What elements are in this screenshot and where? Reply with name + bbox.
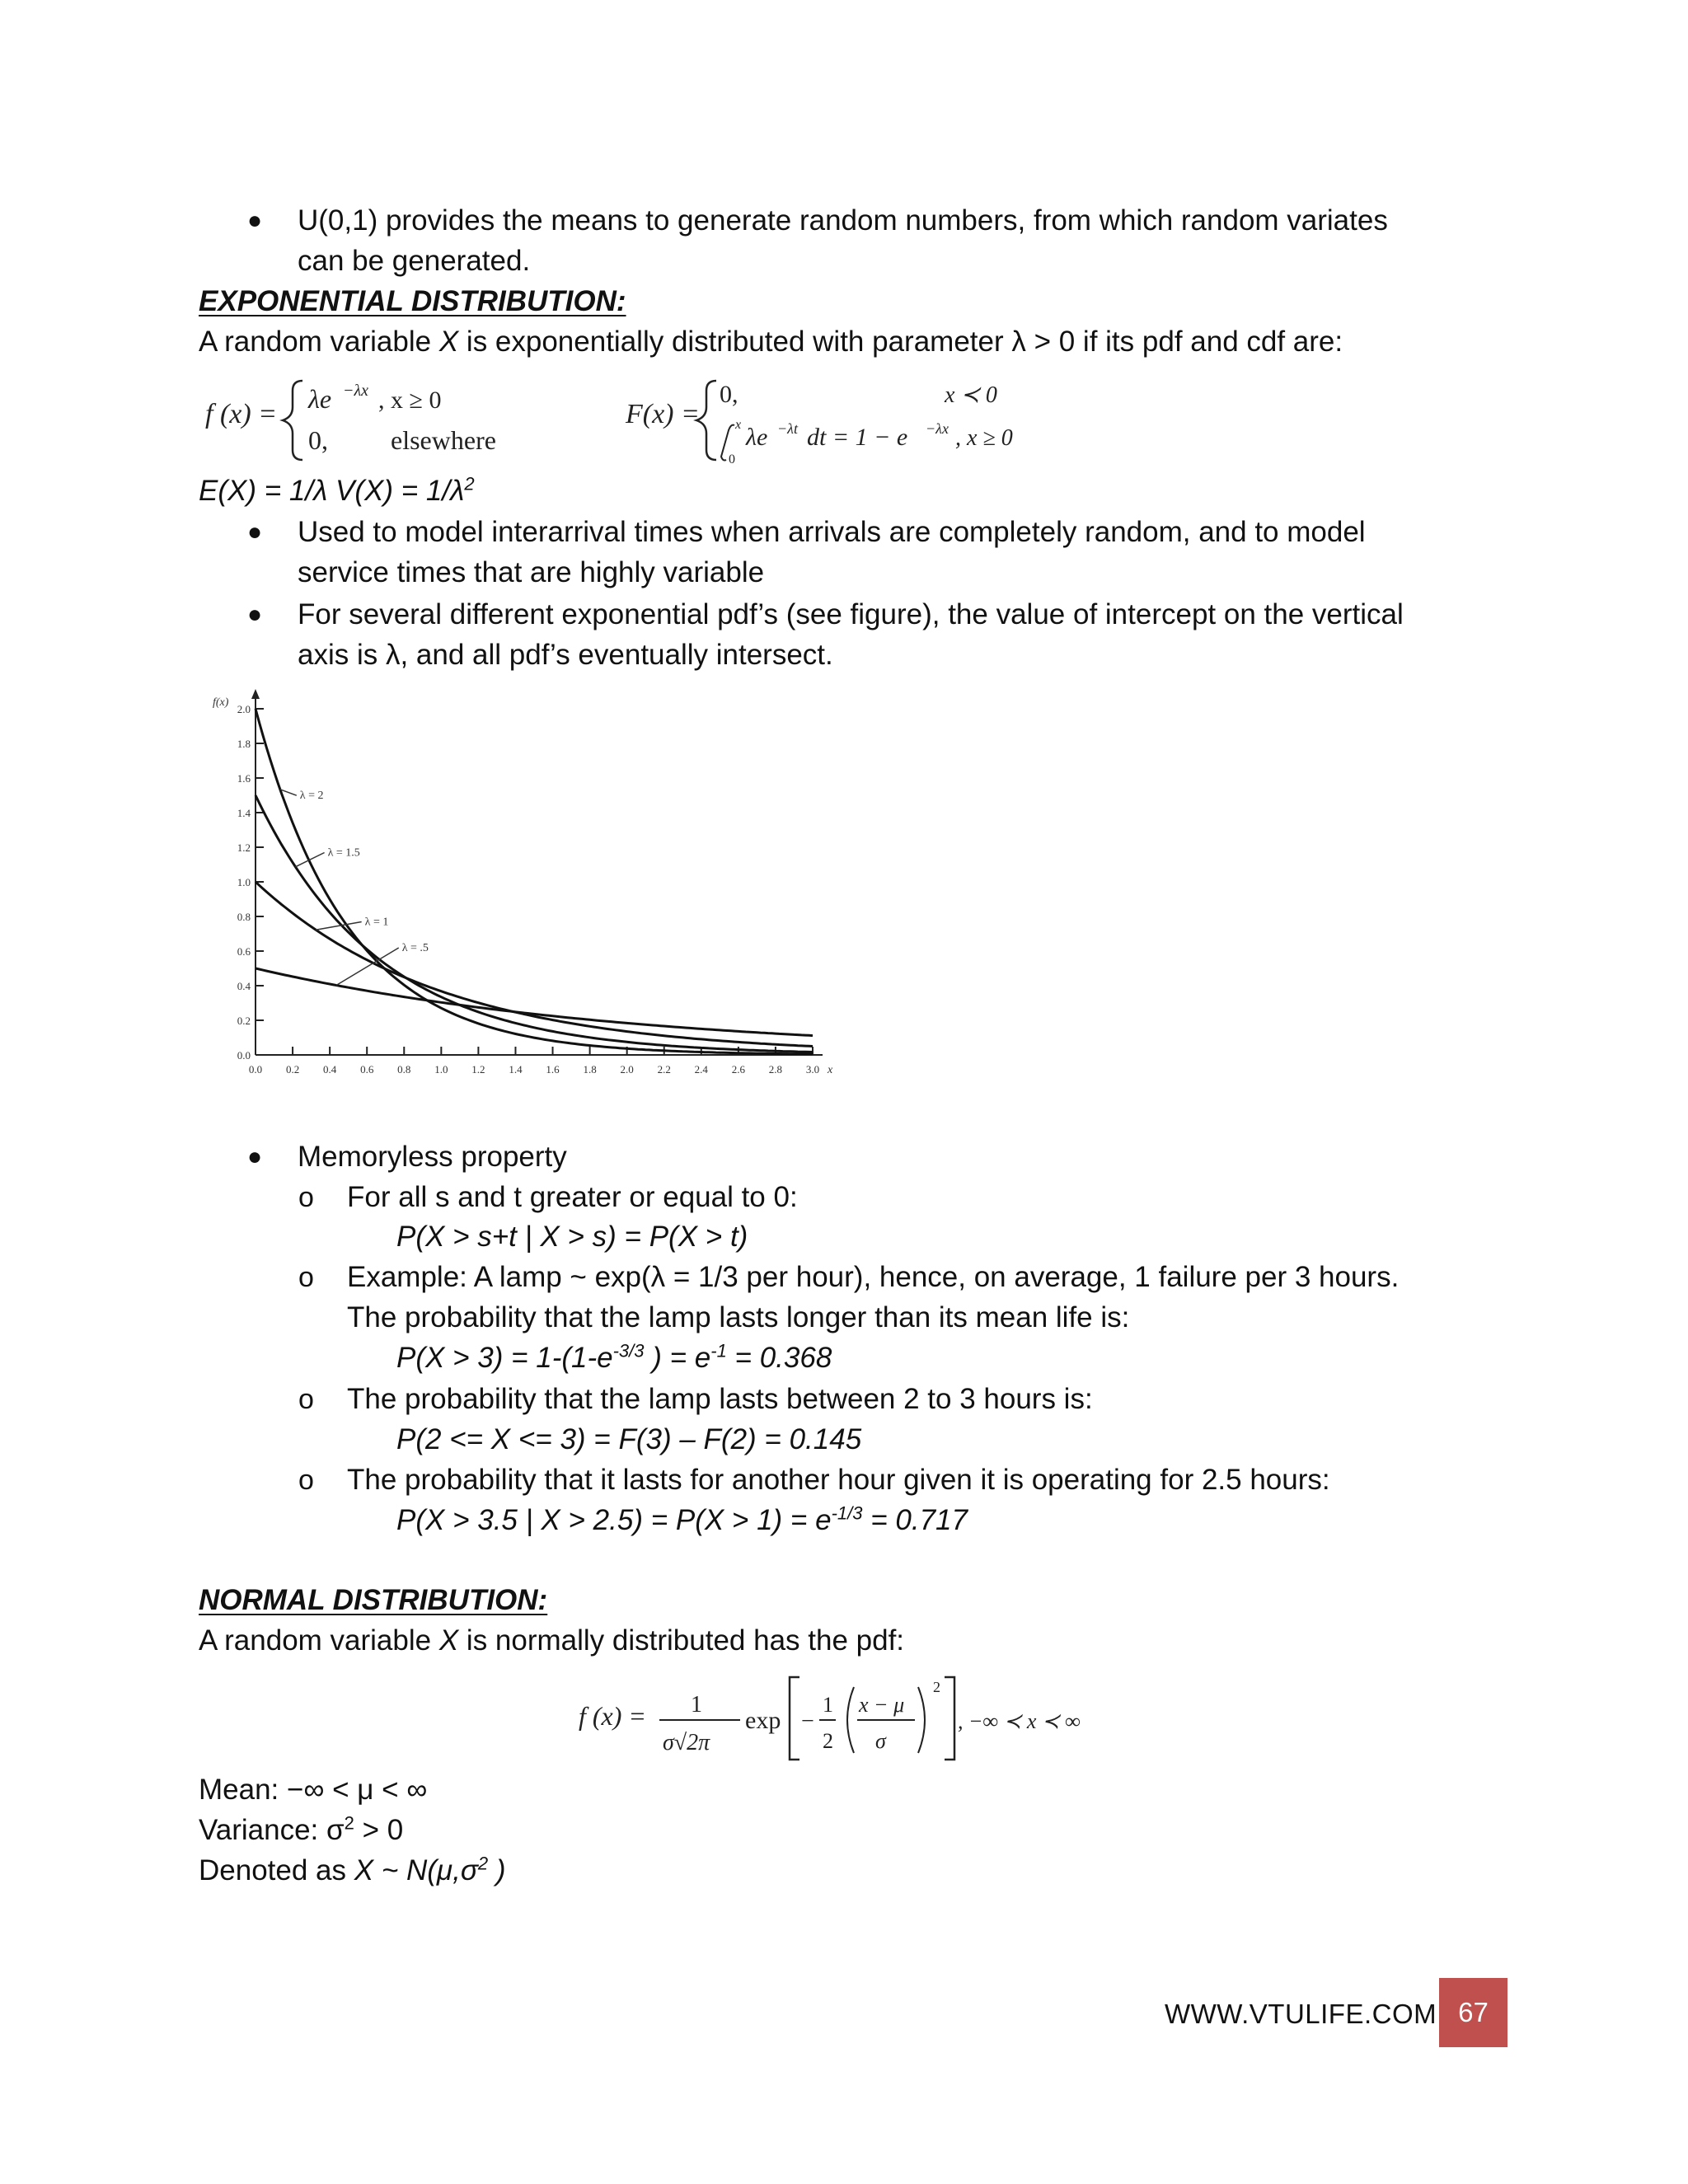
- model-text-line1: Used to model interarrival times when arrivals are completely random, and to model: [298, 516, 1366, 548]
- page-number: 67: [1439, 1978, 1507, 2047]
- x-tick-label: 1.4: [509, 1063, 523, 1076]
- svg-text:1: 1: [691, 1692, 702, 1718]
- svg-text:F(x) =: F(x) =: [626, 399, 700, 429]
- svg-text:x: x: [735, 418, 742, 432]
- y-tick-label: 0.2: [237, 1015, 251, 1027]
- sub-bullet-icon: o: [298, 1182, 314, 1213]
- series-label: λ = 1: [364, 916, 389, 929]
- memoryless-condition: For all s and t greater or equal to 0:: [347, 1181, 798, 1213]
- sub-bullet-icon: o: [298, 1262, 314, 1293]
- svg-text:, −∞ ≺ x ≺ ∞: , −∞ ≺ x ≺ ∞: [958, 1709, 1081, 1733]
- memoryless-equation: P(X > s+t | X > s) = P(X > t): [396, 1221, 748, 1253]
- x-tick-label: 1.8: [583, 1063, 597, 1076]
- sub-bullet-icon: o: [298, 1384, 314, 1415]
- exponential-intro: A random variable X is exponentially distributed with parameter λ > 0 if its pdf and cdf are:: [199, 326, 1343, 358]
- another-hour-equation: P(X > 3.5 | $X > 2.5) = P(X > 1) = e^{-1/3} = 0.717$: [396, 1502, 968, 1536]
- example-line1: Example: A lamp ~ exp(λ = 1/3 per hour), hence, on average, 1 failure per 3 hours.: [347, 1261, 1400, 1293]
- between-line: The probability that the lamp lasts between 2 to 3 hours is:: [347, 1383, 1093, 1415]
- svg-text:f (x) =: f (x) =: [205, 399, 278, 429]
- svg-text:σ√2π: σ√2π: [663, 1730, 710, 1755]
- series-line: [256, 968, 813, 1036]
- x-tick-label: 0.4: [323, 1063, 337, 1076]
- normal-intro: A random variable X is normally distributed has the pdf:: [199, 1624, 905, 1657]
- x-tick-label: 2.0: [620, 1063, 634, 1076]
- svg-text:−λx: −λx: [926, 420, 949, 437]
- normal-heading: NORMAL DISTRIBUTION:: [199, 1584, 548, 1616]
- bullet-icon: ●: [247, 207, 263, 234]
- x-tick-label: 0.8: [397, 1063, 411, 1076]
- between-equation: P(2 <= X <= 3) = F(3) – F(2) = 0.145: [396, 1423, 862, 1455]
- x-tick-label: 3.0: [805, 1063, 820, 1076]
- svg-text:exp: exp: [745, 1707, 781, 1734]
- y-tick-label: 1.2: [237, 841, 251, 854]
- u01-text-line2: can be generated.: [298, 245, 531, 277]
- x-tick-label: 2.6: [731, 1063, 745, 1076]
- normal-denoted: Denoted as X ~ $N(\mu,\sigma^2$ ): [199, 1853, 506, 1886]
- series-label: λ = 2: [299, 790, 324, 803]
- series-line: [256, 709, 813, 1054]
- x-tick-label: 1.6: [546, 1063, 560, 1076]
- y-tick-label: 1.8: [237, 738, 251, 750]
- svg-text:0,: 0,: [720, 381, 738, 408]
- svg-text:λe: λe: [746, 424, 768, 451]
- series-label: λ = .5: [401, 942, 429, 954]
- bullet-icon: ●: [247, 518, 263, 546]
- example-equation: $P(X > 3) = 1-(1-e^{-3/3}$ ) = $e^{-1} = 0.368$: [396, 1340, 832, 1374]
- y-tick-label: 2.0: [237, 703, 251, 715]
- x-axis-label: x: [828, 1064, 832, 1076]
- intercept-text-line2: axis is λ, and all pdf’s eventually intersect.: [298, 639, 833, 671]
- normal-pdf-formula: [577, 1669, 1121, 1768]
- y-tick-label: 0.0: [237, 1049, 251, 1062]
- svg-text:, x ≥ 0: , x ≥ 0: [955, 425, 1013, 451]
- svg-text:2: 2: [823, 1729, 833, 1753]
- normal-mean: Mean: −∞ < μ < ∞: [199, 1774, 428, 1806]
- bullet-icon: ●: [247, 1143, 263, 1170]
- svg-text:elsewhere: elsewhere: [391, 425, 496, 455]
- svg-text:−λt: −λt: [777, 420, 798, 437]
- x-tick-label: 2.8: [768, 1063, 783, 1076]
- sub-bullet-icon: o: [298, 1465, 314, 1496]
- svg-text:−: −: [801, 1708, 814, 1734]
- y-tick-label: 1.4: [237, 807, 251, 819]
- exponential-heading: EXPONENTIAL DISTRIBUTION:: [199, 285, 626, 317]
- x-tick-label: 2.2: [657, 1063, 671, 1076]
- y-axis-arrow: [251, 689, 260, 699]
- y-axis-label: f(x): [213, 696, 229, 709]
- svg-text:λe: λe: [308, 384, 332, 414]
- svg-text:−λx: −λx: [343, 382, 369, 400]
- y-tick-label: 0.4: [237, 980, 251, 992]
- y-tick-label: 0.8: [237, 911, 251, 923]
- y-tick-label: 0.6: [237, 945, 251, 958]
- svg-text:2: 2: [933, 1679, 940, 1695]
- y-tick-label: 1.0: [237, 876, 251, 888]
- svg-text:f (x) =: f (x) =: [579, 1701, 646, 1731]
- exponential-mean-variance: E(X) = 1/λ $V(X) = 1/\lambda^2$: [199, 473, 475, 507]
- example-line2: The probability that the lamp lasts longer than its mean life is:: [347, 1301, 1130, 1333]
- intercept-text-line1: For several different exponential pdf’s (see figure), the value of intercept on the vertical: [298, 598, 1404, 630]
- series-line: [256, 882, 813, 1047]
- svg-text:0: 0: [729, 452, 735, 466]
- exponential-pdf-cdf-formula: [199, 371, 1023, 470]
- normal-variance: Variance: $\sigma^2 > 0$: [199, 1812, 404, 1846]
- svg-text:0,: 0,: [308, 425, 328, 455]
- bullet-icon: ●: [247, 601, 263, 628]
- series-label: λ = 1.5: [327, 846, 360, 860]
- svg-text:dt = 1 − e: dt = 1 − e: [807, 424, 908, 451]
- x-tick-label: 0.0: [248, 1063, 263, 1076]
- y-tick-label: 1.6: [237, 772, 251, 785]
- x-tick-label: 1.2: [471, 1063, 485, 1076]
- x-tick-label: 2.4: [694, 1063, 708, 1076]
- svg-text:x ≺ 0: x ≺ 0: [945, 382, 997, 408]
- svg-text:σ: σ: [875, 1729, 886, 1753]
- svg-text:x − μ: x − μ: [859, 1693, 905, 1717]
- svg-text:1: 1: [823, 1693, 833, 1717]
- u01-text-line1: U(0,1) provides the means to generate random numbers, from which random variates: [298, 204, 1388, 237]
- footer-website: WWW.VTULIFE.COM: [1165, 1999, 1437, 2029]
- x-tick-label: 1.0: [434, 1063, 448, 1076]
- x-tick-label: 0.6: [360, 1063, 374, 1076]
- another-hour-line: The probability that it lasts for another hour given it is operating for 2.5 hours:: [347, 1464, 1330, 1496]
- x-tick-label: 0.2: [285, 1063, 300, 1076]
- memoryless-title: Memoryless property: [298, 1141, 567, 1173]
- svg-text:, x ≥ 0: , x ≥ 0: [378, 387, 442, 414]
- model-text-line2: service times that are highly variable: [298, 556, 765, 588]
- exponential-pdf-chart: [206, 686, 832, 1081]
